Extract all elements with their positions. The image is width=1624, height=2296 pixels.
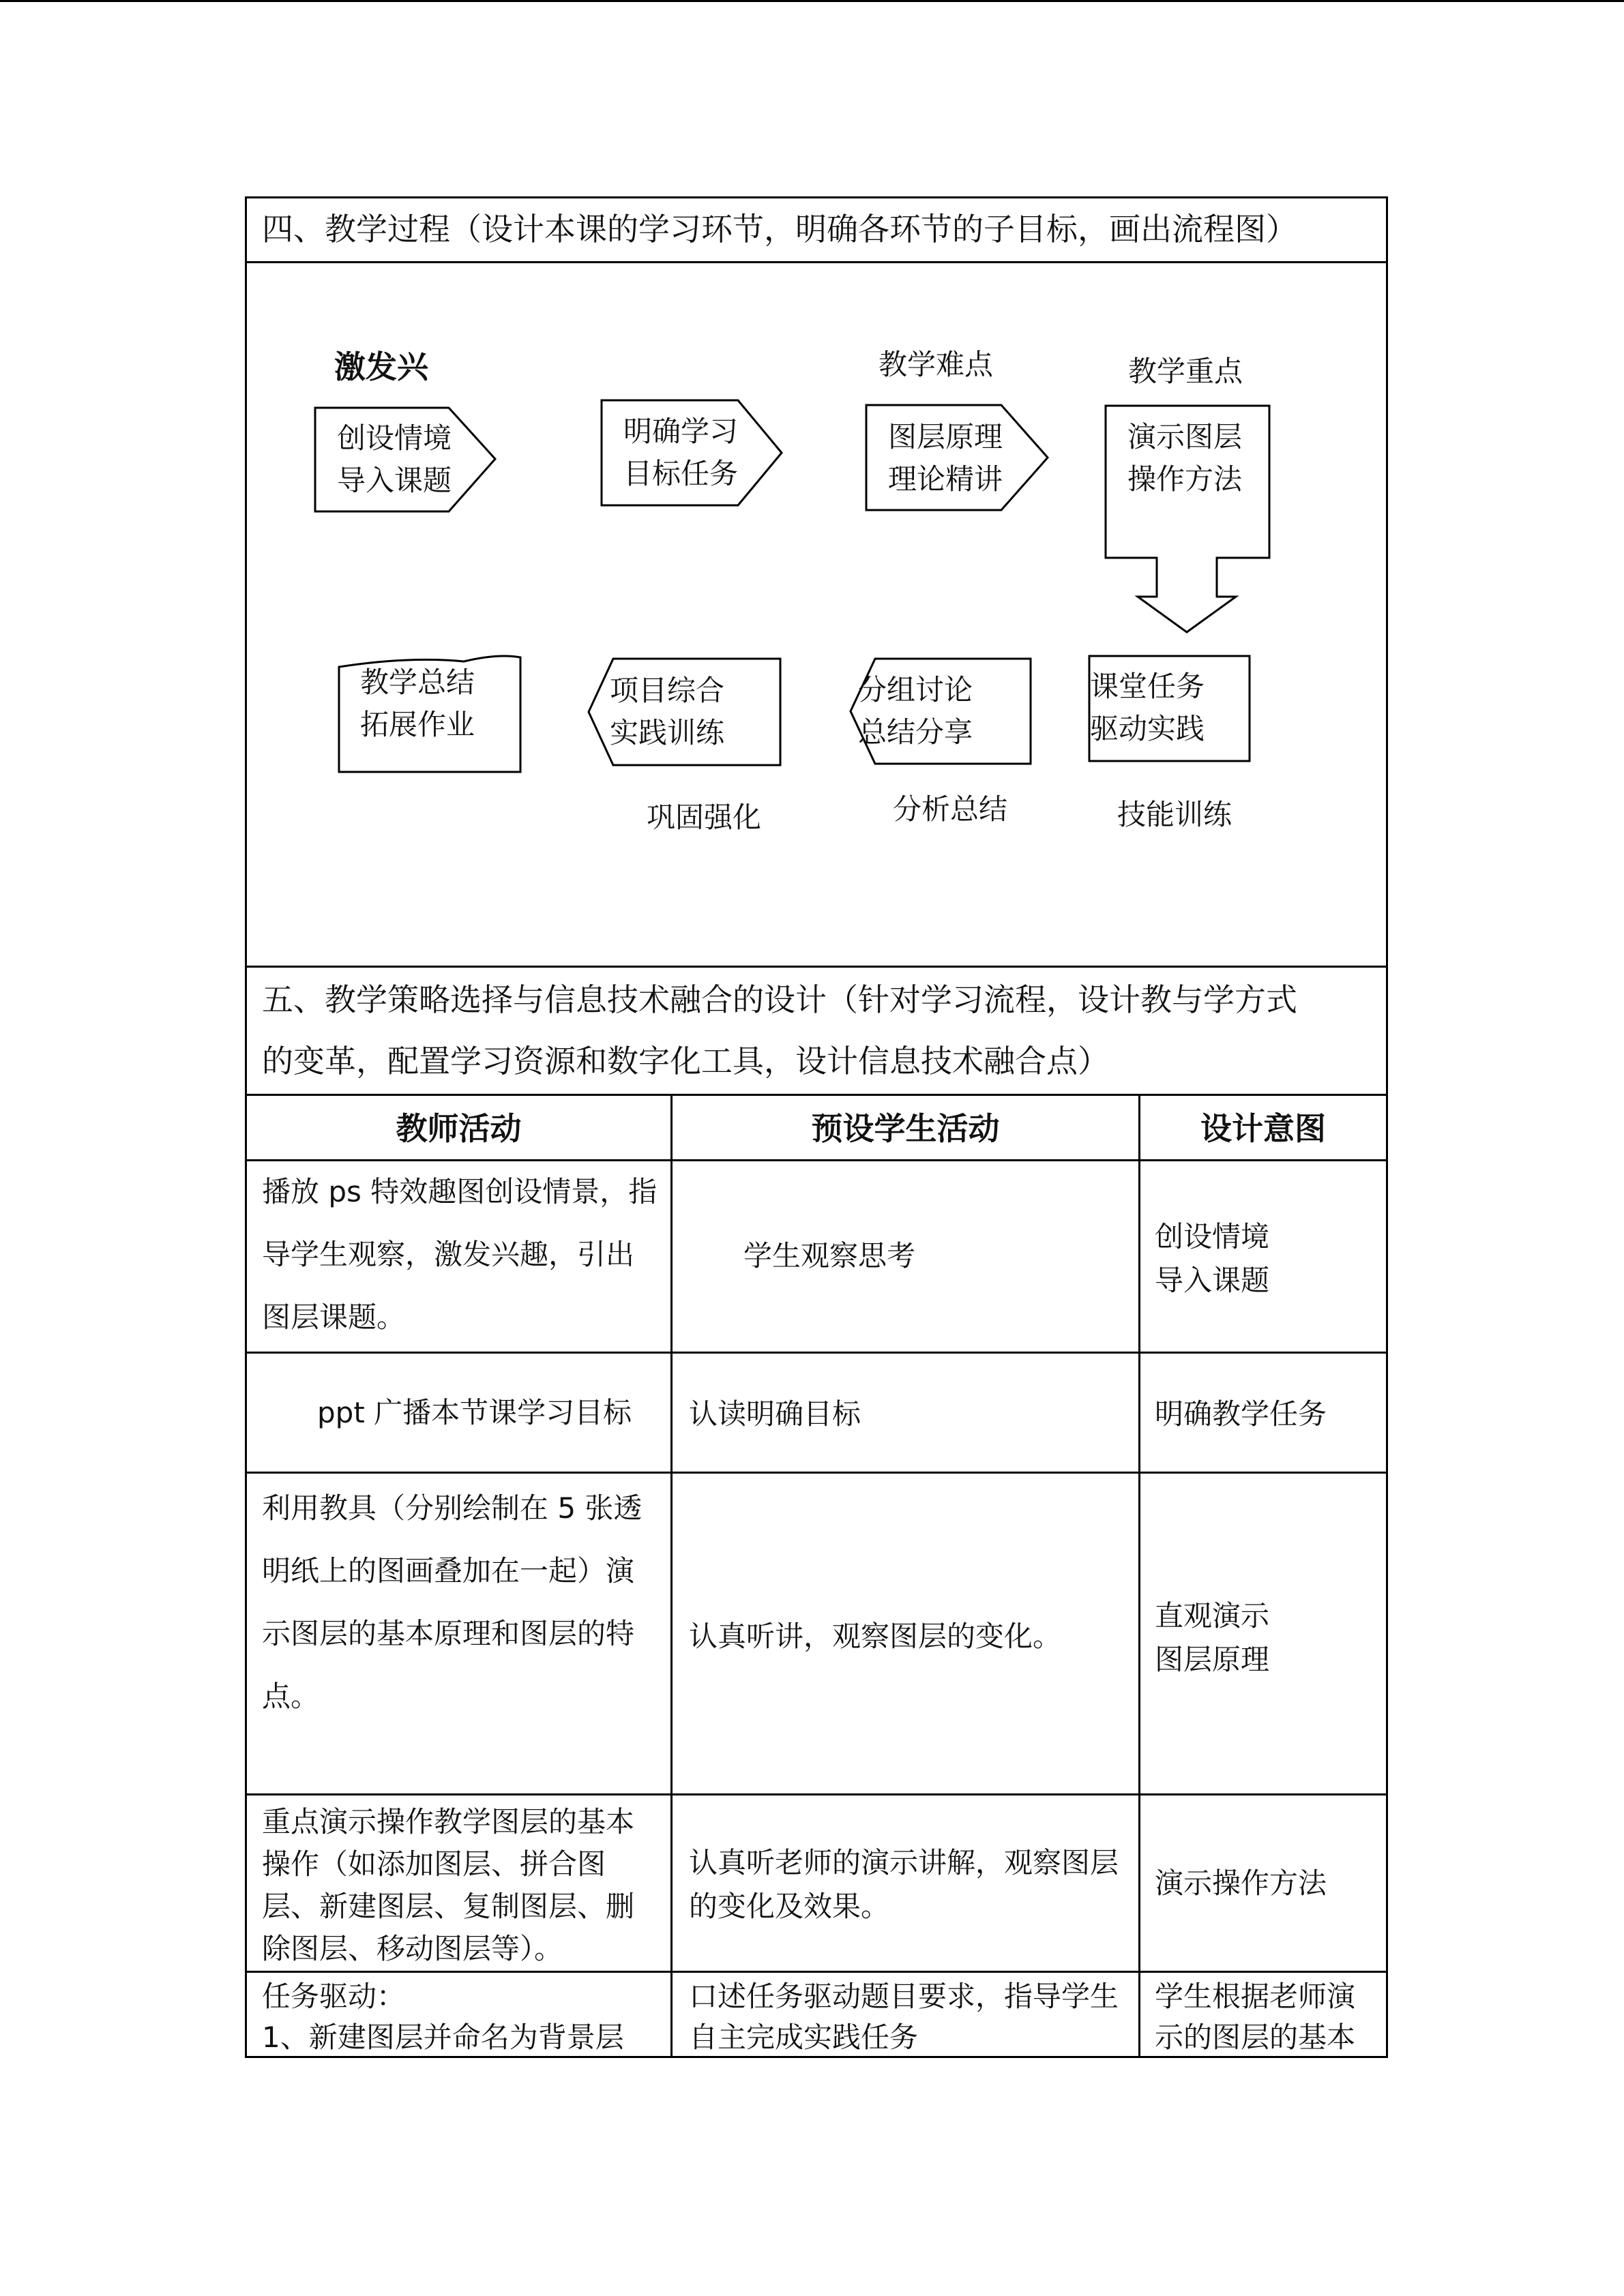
row5-teacher-line1: 任务驱动： bbox=[262, 1980, 406, 2013]
flow-step3-line1: 图层原理 bbox=[888, 420, 1003, 453]
section5-title-line1: 五、教学策略选择与信息技术融合的设计（针对学习流程，设计教与学方式 bbox=[262, 981, 1297, 1018]
section4-title: 四、教学过程（设计本课的学习环节，明确各环节的子目标，画出流程图） bbox=[262, 211, 1297, 248]
flow-caption-step7: 巩固强化 bbox=[647, 801, 762, 834]
row1-intent-line2: 导入课题 bbox=[1155, 1264, 1270, 1297]
row3-teacher-line1: 利用教具（分别绘制在 5 张透 bbox=[262, 1491, 643, 1525]
row4-teacher-line2: 操作（如添加图层、拼合图 bbox=[262, 1847, 606, 1881]
row2-intent: 明确教学任务 bbox=[1155, 1397, 1327, 1431]
flow-step4-line1: 演示图层 bbox=[1127, 420, 1243, 453]
row5-teacher-line2: 1、新建图层并命名为背景层 bbox=[262, 2021, 624, 2054]
row5-intent-line1: 学生根据老师演 bbox=[1155, 1980, 1356, 2013]
flow-step7-line2: 实践训练 bbox=[610, 716, 725, 749]
row3-teacher-line4: 点。 bbox=[262, 1680, 320, 1713]
row3-intent-line1: 直观演示 bbox=[1155, 1599, 1270, 1632]
row4-student-line1: 认真听老师的演示讲解，观察图层 bbox=[689, 1846, 1119, 1879]
row4-teacher-line4: 除图层、移动图层等）。 bbox=[262, 1932, 563, 1965]
flow-step5-line2: 驱动实践 bbox=[1090, 712, 1205, 745]
row3-student: 认真听讲，观察图层的变化。 bbox=[689, 1620, 1062, 1653]
flow-step8-line2: 拓展作业 bbox=[360, 708, 475, 741]
flow-step8-line1: 教学总结 bbox=[360, 666, 475, 699]
flow-step1-line1: 创设情境 bbox=[337, 421, 452, 455]
row3-teacher-line2: 明纸上的图画叠加在一起）演 bbox=[262, 1554, 635, 1587]
row5-student-line2: 自主完成实践任务 bbox=[689, 2021, 919, 2054]
flow-step6-line1: 分组讨论 bbox=[858, 673, 973, 706]
row3-teacher-line3: 示图层的基本原理和图层的特 bbox=[262, 1617, 635, 1650]
flow-step2-line1: 明确学习 bbox=[623, 415, 739, 448]
flow-caption-step4: 教学重点 bbox=[1128, 355, 1243, 388]
flow-step7-line1: 项目综合 bbox=[610, 674, 725, 707]
flow-step4-line2: 操作方法 bbox=[1127, 462, 1243, 496]
header-design-intent: 设计意图 bbox=[1200, 1110, 1326, 1147]
flow-caption-step6: 分析总结 bbox=[893, 792, 1008, 826]
row1-teacher-line3: 图层课题。 bbox=[262, 1300, 406, 1334]
section5-title-line2: 的变革，配置学习资源和数字化工具，设计信息技术融合点） bbox=[262, 1043, 1109, 1079]
flow-caption-step1: 激发兴 bbox=[334, 348, 428, 385]
flow-step6-line2: 总结分享 bbox=[858, 715, 973, 749]
flow-step3-line2: 理论精讲 bbox=[888, 462, 1003, 496]
flow-step5-line1: 课堂任务 bbox=[1090, 670, 1205, 703]
row4-student-line2: 的变化及效果。 bbox=[689, 1890, 890, 1923]
flow-step1-line2: 导入课题 bbox=[337, 464, 452, 497]
row1-student: 学生观察思考 bbox=[743, 1239, 916, 1272]
row2-student: 认读明确目标 bbox=[689, 1397, 861, 1431]
row5-student-line1: 口述任务驱动题目要求，指导学生 bbox=[689, 1980, 1119, 2013]
row3-intent-line2: 图层原理 bbox=[1155, 1643, 1270, 1676]
row1-teacher-line2: 导学生观察，激发兴趣，引出 bbox=[262, 1238, 635, 1271]
row5-intent-line2: 示的图层的基本 bbox=[1155, 2021, 1356, 2054]
row4-intent: 演示操作方法 bbox=[1155, 1866, 1327, 1900]
row1-teacher-line1: 播放 ps 特效趣图创设情景，指 bbox=[262, 1175, 658, 1208]
row1-intent-line1: 创设情境 bbox=[1155, 1220, 1270, 1253]
header-teacher-activity: 教师活动 bbox=[396, 1110, 522, 1147]
flow-caption-step5: 技能训练 bbox=[1117, 798, 1232, 831]
header-student-activity: 预设学生活动 bbox=[811, 1110, 1000, 1147]
row4-teacher-line1: 重点演示操作教学图层的基本 bbox=[262, 1805, 635, 1838]
row2-teacher: ppt 广播本节课学习目标 bbox=[317, 1396, 632, 1429]
flow-caption-step3: 教学难点 bbox=[879, 348, 994, 381]
flow-step2-line2: 目标任务 bbox=[623, 457, 739, 490]
row4-teacher-line3: 层、新建图层、复制图层、删 bbox=[262, 1890, 635, 1923]
